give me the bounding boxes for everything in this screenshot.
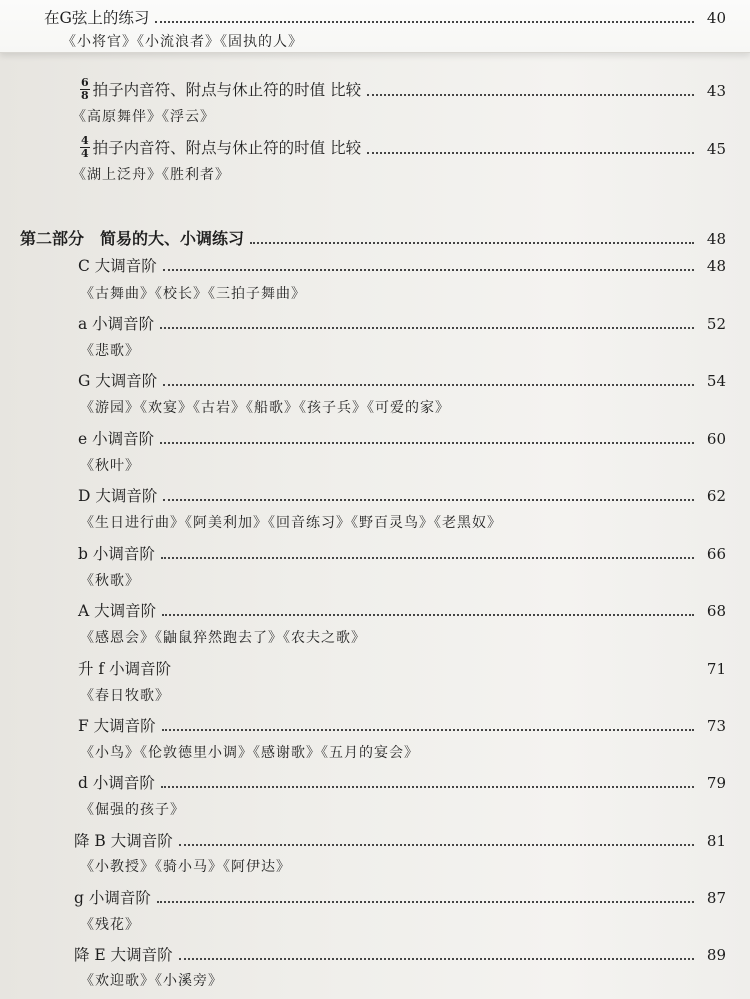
entry-title: A 大调音阶 <box>78 602 157 620</box>
entry-title: a 小调音阶 <box>78 315 155 333</box>
entry-title: G 大调音阶 <box>78 372 158 390</box>
time-signature: $\frac{6}{8}$ <box>81 76 89 102</box>
page-number: 54 <box>706 372 726 390</box>
toc-entry-g-minor[interactable] <box>0 885 750 909</box>
toc-entry-d-major[interactable] <box>0 483 750 507</box>
entry-title: $\frac{6}{8}$ 拍子内音符、附点与休止符的时值 比较 <box>81 76 362 102</box>
entry-title: F 大调音阶 <box>78 717 156 735</box>
time-signature: $\frac{4}{4}$ <box>81 134 89 160</box>
part-title: 第二部分 简易的大、小调练习 <box>20 229 245 248</box>
toc-entry-c-major[interactable] <box>0 253 750 277</box>
entry-title: d 小调音阶 <box>78 774 155 792</box>
entry-title: 降 B 大调音阶 <box>74 832 173 850</box>
toc-part-heading[interactable] <box>0 226 750 250</box>
works-list: 《秋叶》 <box>80 458 140 474</box>
page-number: 79 <box>706 774 726 792</box>
page-number: 73 <box>706 717 726 735</box>
dot-leader <box>160 442 694 444</box>
works-list: 《湖上泛舟》《胜利者》 <box>72 167 230 183</box>
dot-leader <box>163 269 694 271</box>
page-number: 62 <box>706 487 726 505</box>
dot-leader <box>179 844 694 846</box>
page-number: 87 <box>706 889 726 907</box>
entry-title: e 小调音阶 <box>78 430 155 448</box>
entry-title: $\frac{4}{4}$ 拍子内音符、附点与休止符的时值 比较 <box>81 134 362 160</box>
page-number: 48 <box>706 230 726 248</box>
works-list: 《残花》 <box>80 917 140 933</box>
dot-leader <box>162 614 694 616</box>
toc-entry-4-4-time[interactable] <box>0 136 750 160</box>
dot-leader <box>250 242 694 244</box>
works-list: 《小鸟》《伦敦德里小调》《感谢歌》《五月的宴会》 <box>80 745 419 761</box>
works-list: 《春日牧歌》 <box>80 688 170 704</box>
dot-leader <box>163 499 694 501</box>
entry-title: b 小调音阶 <box>78 545 155 563</box>
works-list: 《高原舞伴》《浮云》 <box>72 109 215 125</box>
toc-entry-b-minor[interactable] <box>0 541 750 565</box>
works-list: 《古舞曲》《校长》《三拍子舞曲》 <box>80 286 306 302</box>
entry-title: D 大调音阶 <box>78 487 158 505</box>
works-list: 《倔强的孩子》 <box>80 802 185 818</box>
entry-title: g 小调音阶 <box>74 889 151 907</box>
dot-leader <box>155 21 694 23</box>
page-number: 43 <box>706 82 726 100</box>
page-number: 81 <box>706 832 726 850</box>
toc-entry-e-minor[interactable] <box>0 426 750 450</box>
toc-entry-a-major[interactable] <box>0 598 750 622</box>
page-number: 52 <box>706 315 726 333</box>
toc-entry-b-flat-major[interactable] <box>0 828 750 852</box>
dot-leader <box>177 672 694 674</box>
toc-entry-e-flat-major[interactable] <box>0 942 750 966</box>
entry-title: 降 E 大调音阶 <box>74 946 173 964</box>
page-number: 68 <box>706 602 726 620</box>
dot-leader <box>179 958 694 960</box>
page-number: 48 <box>706 257 726 275</box>
page-number: 66 <box>706 545 726 563</box>
toc-entry-g-string[interactable] <box>0 5 750 29</box>
dot-leader <box>161 557 694 559</box>
page-number: 45 <box>706 140 726 158</box>
works-list: 《游园》《欢宴》《古岩》《船歌》《孩子兵》《可爱的家》 <box>80 400 450 416</box>
works-list: 《小将官》《小流浪者》《固执的人》 <box>62 34 303 50</box>
page-number: 40 <box>706 9 726 27</box>
entry-title: 在G弦上的练习 <box>44 9 150 27</box>
toc-entry-d-minor[interactable] <box>0 770 750 794</box>
toc-entry-f-sharp-minor[interactable] <box>0 656 750 680</box>
dot-leader <box>161 786 694 788</box>
works-list: 《秋歌》 <box>80 573 140 589</box>
toc-entry-6-8-time[interactable] <box>0 78 750 102</box>
page-number: 71 <box>706 660 726 678</box>
page-number: 60 <box>706 430 726 448</box>
dot-leader <box>367 152 694 154</box>
works-list: 《感恩会》《鼬鼠猝然跑去了》《农夫之歌》 <box>80 630 366 646</box>
works-list: 《小教授》《骑小马》《阿伊达》 <box>80 859 291 875</box>
toc-entry-f-major[interactable] <box>0 713 750 737</box>
toc-entry-a-minor[interactable] <box>0 311 750 335</box>
dot-leader <box>162 729 694 731</box>
page-number: 89 <box>706 946 726 964</box>
entry-title: C 大调音阶 <box>78 257 157 275</box>
works-list: 《生日进行曲》《阿美利加》《回音练习》《野百灵鸟》《老黑奴》 <box>80 515 502 531</box>
works-list: 《欢迎歌》《小溪旁》 <box>80 973 223 989</box>
dot-leader <box>367 94 694 96</box>
dot-leader <box>157 901 694 903</box>
toc-entry-g-major[interactable] <box>0 368 750 392</box>
dot-leader <box>163 384 694 386</box>
entry-title: 升 f 小调音阶 <box>78 660 172 678</box>
works-list: 《悲歌》 <box>80 343 140 359</box>
dot-leader <box>160 327 694 329</box>
